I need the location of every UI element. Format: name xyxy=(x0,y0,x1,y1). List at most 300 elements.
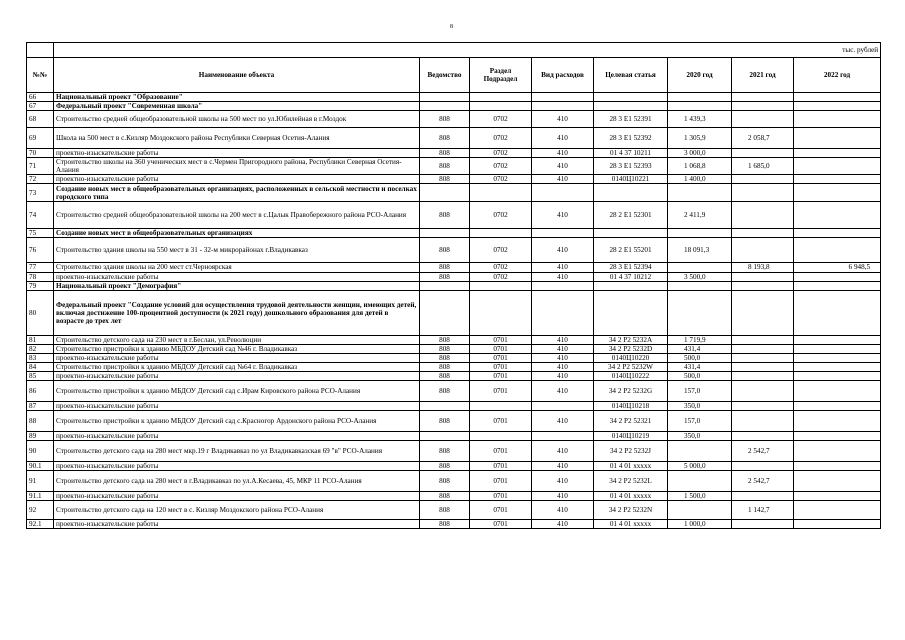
section-code: 0702 xyxy=(470,272,532,281)
row-number: 81 xyxy=(27,335,54,344)
target-article: 01 4 01 xxxxx xyxy=(594,520,668,529)
dept-code: 808 xyxy=(420,149,470,158)
value-2020 xyxy=(668,290,732,335)
section-code: 0701 xyxy=(470,344,532,353)
object-name: Строительство школы на 360 ученических мест в с.Чермен Пригородного района, Республики Северная Осетия-Алания xyxy=(54,158,420,175)
expense-type: 410 xyxy=(532,111,594,128)
row-number: 75 xyxy=(27,229,54,238)
value-2022 xyxy=(794,128,881,149)
object-name: Строительство детского сада на 280 мест мкр.19 г Владикавказ по ул Владикавказская 69 "в" РСО-Алания xyxy=(54,441,420,462)
section-code: 0702 xyxy=(470,238,532,263)
value-2020: 1 439,3 xyxy=(668,111,732,128)
expense-type: 410 xyxy=(532,158,594,175)
row-number: 92 xyxy=(27,501,54,520)
section-code xyxy=(470,290,532,335)
row-number: 89 xyxy=(27,432,54,441)
dept-code: 808 xyxy=(420,501,470,520)
dept-code: 808 xyxy=(420,111,470,128)
value-2020 xyxy=(668,184,732,202)
unit-label: тыс. рублей xyxy=(54,43,881,58)
object-name: Строительство пристройки к зданию МБДОУ Детский сад с.Красногор Ардонского района РСО-Алания xyxy=(54,411,420,432)
value-2022 xyxy=(794,290,881,335)
dept-code: 808 xyxy=(420,362,470,371)
header-dept: Ведомство xyxy=(420,58,470,93)
expense-type: 410 xyxy=(532,128,594,149)
object-name: Строительство пристройки к зданию МБДОУ Детский сад №46 г. Владикавказ xyxy=(54,344,420,353)
target-article xyxy=(594,229,668,238)
expense-type: 410 xyxy=(532,362,594,371)
table-row xyxy=(27,401,881,410)
section-code: 0701 xyxy=(470,520,532,529)
object-name: Строительство детского сада на 120 мест в с. Кизляр Моздокского района РСО-Алания xyxy=(54,501,420,520)
section-code xyxy=(470,93,532,102)
expense-type: 410 xyxy=(532,501,594,520)
target-article: 34 2 P2 5232G xyxy=(594,380,668,401)
header-section: Раздел Подраздел xyxy=(470,58,532,93)
table-row xyxy=(27,462,881,471)
row-number: 91.1 xyxy=(27,492,54,501)
row-number: 72 xyxy=(27,175,54,184)
value-2020: 1 719,9 xyxy=(668,335,732,344)
dept-code xyxy=(420,290,470,335)
dept-code: 808 xyxy=(420,344,470,353)
section-code xyxy=(470,229,532,238)
unit-spacer xyxy=(27,43,54,58)
value-2021 xyxy=(732,290,794,335)
value-2020: 431,4 xyxy=(668,344,732,353)
value-2020 xyxy=(668,229,732,238)
dept-code xyxy=(420,184,470,202)
dept-code: 808 xyxy=(420,263,470,272)
expense-type: 410 xyxy=(532,238,594,263)
value-2021 xyxy=(732,229,794,238)
dept-code xyxy=(420,93,470,102)
section-code: 0701 xyxy=(470,380,532,401)
value-2022 xyxy=(794,102,881,111)
target-article: 28 3 E1 52394 xyxy=(594,263,668,272)
object-name: проектно-изыскательские работы xyxy=(54,371,420,380)
value-2021 xyxy=(732,462,794,471)
section-code: 0702 xyxy=(470,175,532,184)
value-2020 xyxy=(668,501,732,520)
target-article: 34 2 P2 5232J xyxy=(594,441,668,462)
value-2020 xyxy=(668,471,732,492)
object-name: проектно-изыскательские работы xyxy=(54,432,420,441)
table-row xyxy=(27,272,881,281)
value-2021 xyxy=(732,93,794,102)
row-number: 79 xyxy=(27,281,54,290)
table-row xyxy=(27,353,881,362)
value-2022 xyxy=(794,501,881,520)
value-2021: 1 685,0 xyxy=(732,158,794,175)
dept-code xyxy=(420,281,470,290)
target-article xyxy=(594,184,668,202)
section-code xyxy=(470,184,532,202)
table-row xyxy=(27,432,881,441)
table-row xyxy=(27,380,881,401)
value-2021 xyxy=(732,401,794,410)
row-number: 90 xyxy=(27,441,54,462)
value-2020: 157,0 xyxy=(668,411,732,432)
object-name: Федеральный проект "Современная школа" xyxy=(54,102,420,111)
object-name: Строительство детского сада на 280 мест в г.Владикавказ по ул.А.Кесаева, 45, МКР 11 РСО-Алания xyxy=(54,471,420,492)
table-row xyxy=(27,175,881,184)
value-2022: 6 948,5 xyxy=(794,263,881,272)
section-code: 0701 xyxy=(470,371,532,380)
expense-type: 410 xyxy=(532,462,594,471)
row-number: 77 xyxy=(27,263,54,272)
dept-code: 808 xyxy=(420,411,470,432)
target-article: 34 2 P2 5232W xyxy=(594,362,668,371)
value-2020: 3 000,0 xyxy=(668,149,732,158)
header-name: Наименование объекта xyxy=(54,58,420,93)
row-number: 71 xyxy=(27,158,54,175)
row-number: 76 xyxy=(27,238,54,263)
expense-type xyxy=(532,432,594,441)
table-row xyxy=(27,344,881,353)
value-2022 xyxy=(794,380,881,401)
section-code: 0702 xyxy=(470,263,532,272)
expense-type xyxy=(532,184,594,202)
expense-type: 410 xyxy=(532,335,594,344)
value-2020: 500,0 xyxy=(668,371,732,380)
expense-type: 410 xyxy=(532,272,594,281)
value-2022 xyxy=(794,111,881,128)
row-number: 83 xyxy=(27,353,54,362)
object-name: Строительство пристройки к зданию МБДОУ Детский сад с.Ирам Кировского района РСО-Алания xyxy=(54,380,420,401)
value-2021 xyxy=(732,335,794,344)
target-article: 01 4 37 10212 xyxy=(594,272,668,281)
value-2020: 5 000,0 xyxy=(668,462,732,471)
value-2021 xyxy=(732,344,794,353)
value-2022 xyxy=(794,272,881,281)
target-article xyxy=(594,93,668,102)
value-2021 xyxy=(732,411,794,432)
expense-type: 410 xyxy=(532,441,594,462)
target-article xyxy=(594,102,668,111)
value-2020: 1 500,0 xyxy=(668,492,732,501)
target-article: 0140Ц10218 xyxy=(594,401,668,410)
dept-code: 808 xyxy=(420,175,470,184)
row-number: 73 xyxy=(27,184,54,202)
value-2020 xyxy=(668,102,732,111)
table-row xyxy=(27,520,881,529)
object-name: проектно-изыскательские работы xyxy=(54,492,420,501)
target-article: 28 2 E1 52301 xyxy=(594,202,668,229)
object-name: Строительство средней общеобразовательной школы на 200 мест в с.Цалык Правобережного района РСО-Алания xyxy=(54,202,420,229)
table-row xyxy=(27,335,881,344)
object-name: проектно-изыскательские работы xyxy=(54,462,420,471)
value-2020: 1 305,9 xyxy=(668,128,732,149)
value-2021 xyxy=(732,202,794,229)
section-code: 0702 xyxy=(470,202,532,229)
section-code xyxy=(470,432,532,441)
object-name: проектно-изыскательские работы xyxy=(54,272,420,281)
dept-code: 808 xyxy=(420,202,470,229)
value-2022 xyxy=(794,281,881,290)
object-name: проектно-изыскательские работы xyxy=(54,175,420,184)
value-2022 xyxy=(794,229,881,238)
section-code: 0701 xyxy=(470,362,532,371)
value-2021 xyxy=(732,492,794,501)
value-2021 xyxy=(732,362,794,371)
value-2021: 2 542,7 xyxy=(732,471,794,492)
section-code xyxy=(470,401,532,410)
dept-code xyxy=(420,432,470,441)
table-row xyxy=(27,202,881,229)
unit-row xyxy=(27,43,881,58)
row-number: 86 xyxy=(27,380,54,401)
dept-code: 808 xyxy=(420,462,470,471)
value-2021 xyxy=(732,380,794,401)
table-row xyxy=(27,128,881,149)
row-number: 70 xyxy=(27,149,54,158)
value-2020: 500,0 xyxy=(668,353,732,362)
table-row xyxy=(27,492,881,501)
row-number: 78 xyxy=(27,272,54,281)
row-number: 85 xyxy=(27,371,54,380)
row-number: 87 xyxy=(27,401,54,410)
value-2021 xyxy=(732,432,794,441)
value-2020: 431,4 xyxy=(668,362,732,371)
value-2022 xyxy=(794,93,881,102)
target-article: 28 3 E1 52391 xyxy=(594,111,668,128)
value-2022 xyxy=(794,492,881,501)
value-2020 xyxy=(668,441,732,462)
value-2020: 157,0 xyxy=(668,380,732,401)
target-article: 34 2 P2 52321 xyxy=(594,411,668,432)
object-name: Национальный проект "Образование" xyxy=(54,93,420,102)
table-row xyxy=(27,471,881,492)
table-row xyxy=(27,93,881,102)
value-2021 xyxy=(732,281,794,290)
value-2021: 2 542,7 xyxy=(732,441,794,462)
section-code xyxy=(470,281,532,290)
value-2022 xyxy=(794,202,881,229)
dept-code: 808 xyxy=(420,128,470,149)
value-2020 xyxy=(668,281,732,290)
value-2020 xyxy=(668,93,732,102)
expense-type xyxy=(532,401,594,410)
value-2022 xyxy=(794,335,881,344)
table-row xyxy=(27,411,881,432)
header-2021: 2021 год xyxy=(732,58,794,93)
value-2020: 350,0 xyxy=(668,401,732,410)
dept-code: 808 xyxy=(420,335,470,344)
dept-code: 808 xyxy=(420,441,470,462)
table-row xyxy=(27,149,881,158)
target-article: 34 2 P2 5232A xyxy=(594,335,668,344)
table-body xyxy=(27,93,881,529)
object-name: Строительство средней общеобразовательной школы на 500 мест по ул.Юбилейная в г.Моздок xyxy=(54,111,420,128)
table-row xyxy=(27,281,881,290)
header-num: №№ xyxy=(27,58,54,93)
row-number: 88 xyxy=(27,411,54,432)
target-article: 28 2 E1 55201 xyxy=(594,238,668,263)
dept-code: 808 xyxy=(420,353,470,362)
expense-type xyxy=(532,93,594,102)
row-number: 67 xyxy=(27,102,54,111)
value-2022 xyxy=(794,441,881,462)
table-row xyxy=(27,501,881,520)
value-2022 xyxy=(794,353,881,362)
value-2021 xyxy=(732,238,794,263)
object-name: Строительство здания школы на 200 мест ст.Черноярская xyxy=(54,263,420,272)
section-code: 0702 xyxy=(470,158,532,175)
object-name: Создание новых мест в общеобразовательных организациях, расположенных в сельской местности и поселках городского типа xyxy=(54,184,420,202)
section-code: 0701 xyxy=(470,353,532,362)
expense-type xyxy=(532,102,594,111)
expense-type: 410 xyxy=(532,149,594,158)
expense-type: 410 xyxy=(532,492,594,501)
table-row xyxy=(27,263,881,272)
value-2021 xyxy=(732,272,794,281)
object-name: Федеральный проект "Создание условий для осуществления трудовой деятельности женщин, имеющих детей, включая достижение 100-процентной доступности (к 2021 году) дошкольного образования для детей в возрасте до трех лет xyxy=(54,290,420,335)
dept-code xyxy=(420,229,470,238)
value-2020: 1 400,0 xyxy=(668,175,732,184)
dept-code: 808 xyxy=(420,272,470,281)
value-2022 xyxy=(794,344,881,353)
expense-type: 410 xyxy=(532,471,594,492)
value-2022 xyxy=(794,432,881,441)
table-row xyxy=(27,238,881,263)
expense-type: 410 xyxy=(532,380,594,401)
expense-type: 410 xyxy=(532,202,594,229)
expense-type xyxy=(532,290,594,335)
value-2022 xyxy=(794,184,881,202)
value-2021 xyxy=(732,149,794,158)
object-name: Создание новых мест в общеобразовательных организациях xyxy=(54,229,420,238)
header-2020: 2020 год xyxy=(668,58,732,93)
target-article: 0140Ц10220 xyxy=(594,353,668,362)
section-code: 0701 xyxy=(470,335,532,344)
expense-type: 410 xyxy=(532,411,594,432)
target-article: 0140Ц10222 xyxy=(594,371,668,380)
table-row xyxy=(27,184,881,202)
value-2020: 1 068,8 xyxy=(668,158,732,175)
value-2022 xyxy=(794,175,881,184)
header-exp: Вид расходов xyxy=(532,58,594,93)
value-2022 xyxy=(794,362,881,371)
dept-code xyxy=(420,102,470,111)
row-number: 84 xyxy=(27,362,54,371)
table-row xyxy=(27,229,881,238)
value-2022 xyxy=(794,471,881,492)
row-number: 69 xyxy=(27,128,54,149)
value-2020 xyxy=(668,263,732,272)
expense-type xyxy=(532,229,594,238)
dept-code: 808 xyxy=(420,158,470,175)
object-name: Строительство детского сада на 230 мест в г.Беслан, ул.Революции xyxy=(54,335,420,344)
value-2021 xyxy=(732,520,794,529)
expense-type: 410 xyxy=(532,175,594,184)
target-article: 34 2 P2 5232L xyxy=(594,471,668,492)
section-code: 0701 xyxy=(470,441,532,462)
section-code: 0702 xyxy=(470,111,532,128)
target-article: 28 3 E1 52393 xyxy=(594,158,668,175)
target-article: 34 2 P2 5232N xyxy=(594,501,668,520)
object-name: проектно-изыскательские работы xyxy=(54,401,420,410)
value-2020: 18 091,3 xyxy=(668,238,732,263)
value-2021 xyxy=(732,102,794,111)
dept-code: 808 xyxy=(420,492,470,501)
value-2022 xyxy=(794,371,881,380)
value-2022 xyxy=(794,462,881,471)
value-2021 xyxy=(732,111,794,128)
dept-code: 808 xyxy=(420,471,470,492)
row-number: 80 xyxy=(27,290,54,335)
budget-table xyxy=(26,42,881,529)
row-number: 82 xyxy=(27,344,54,353)
object-name: Строительство пристройки к зданию МБДОУ Детский сад №64 г. Владикавказ xyxy=(54,362,420,371)
target-article: 01 4 01 xxxxx xyxy=(594,462,668,471)
object-name: проектно-изыскательские работы xyxy=(54,520,420,529)
row-number: 66 xyxy=(27,93,54,102)
page-number: 8 xyxy=(450,24,453,30)
section-code: 0701 xyxy=(470,501,532,520)
header-row xyxy=(27,58,881,93)
table-row xyxy=(27,102,881,111)
value-2021: 1 142,7 xyxy=(732,501,794,520)
object-name: проектно-изыскательские работы xyxy=(54,353,420,362)
value-2020: 1 000,0 xyxy=(668,520,732,529)
header-article: Целевая статья xyxy=(594,58,668,93)
target-article: 0140Ц10219 xyxy=(594,432,668,441)
object-name: Строительство здания школы на 550 мест в 31 - 32-м микрорайонах г.Владикавказ xyxy=(54,238,420,263)
value-2021: 8 193,8 xyxy=(732,263,794,272)
row-number: 91 xyxy=(27,471,54,492)
value-2020: 3 500,0 xyxy=(668,272,732,281)
value-2020: 350,0 xyxy=(668,432,732,441)
target-article xyxy=(594,290,668,335)
section-code: 0701 xyxy=(470,411,532,432)
target-article: 28 3 E1 52392 xyxy=(594,128,668,149)
object-name: Национальный проект "Демография" xyxy=(54,281,420,290)
table-row xyxy=(27,111,881,128)
target-article: 01 4 37 10211 xyxy=(594,149,668,158)
table-row xyxy=(27,290,881,335)
dept-code: 808 xyxy=(420,238,470,263)
value-2022 xyxy=(794,520,881,529)
header-2022: 2022 год xyxy=(794,58,881,93)
expense-type: 410 xyxy=(532,263,594,272)
target-article: 34 2 P2 5232D xyxy=(594,344,668,353)
dept-code: 808 xyxy=(420,371,470,380)
table-row xyxy=(27,158,881,175)
section-code: 0702 xyxy=(470,128,532,149)
value-2022 xyxy=(794,158,881,175)
dept-code: 808 xyxy=(420,520,470,529)
expense-type: 410 xyxy=(532,344,594,353)
value-2022 xyxy=(794,401,881,410)
value-2021 xyxy=(732,175,794,184)
table-row xyxy=(27,441,881,462)
row-number: 92.1 xyxy=(27,520,54,529)
table-row xyxy=(27,362,881,371)
table-row xyxy=(27,371,881,380)
value-2022 xyxy=(794,411,881,432)
expense-type: 410 xyxy=(532,371,594,380)
section-code: 0701 xyxy=(470,471,532,492)
section-code: 0701 xyxy=(470,492,532,501)
row-number: 90.1 xyxy=(27,462,54,471)
expense-type: 410 xyxy=(532,353,594,362)
object-name: Школа на 500 мест в с.Кизляр Моздокского района Республики Северная Осетия-Алания xyxy=(54,128,420,149)
value-2020: 2 411,9 xyxy=(668,202,732,229)
value-2021 xyxy=(732,353,794,362)
value-2022 xyxy=(794,238,881,263)
section-code: 0702 xyxy=(470,149,532,158)
